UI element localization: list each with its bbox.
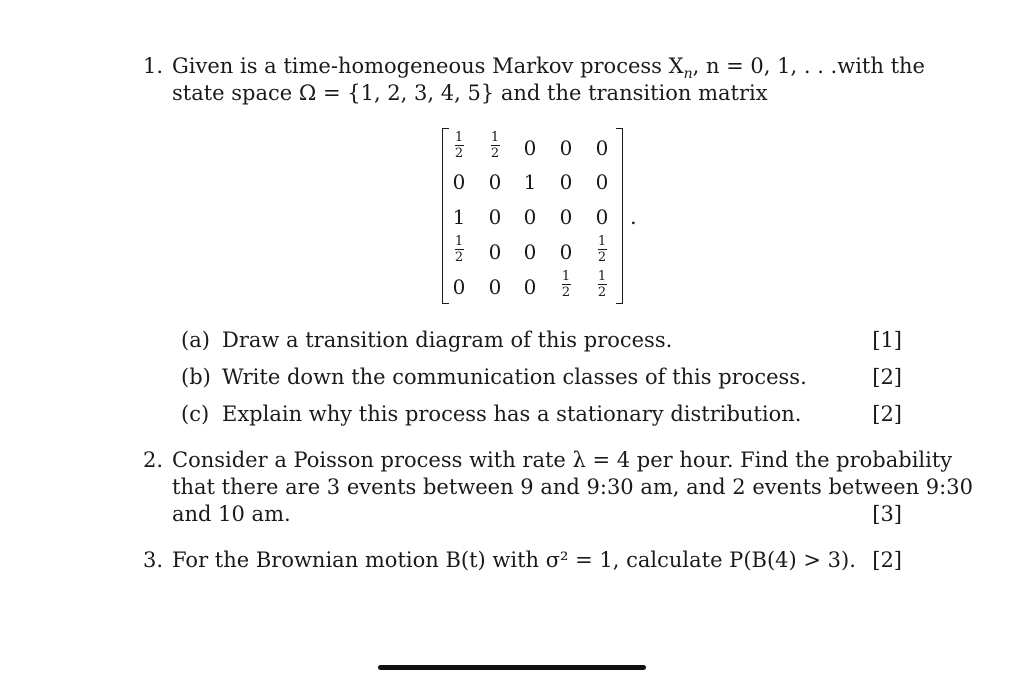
q1-line-1-text: Given is a time-homogeneous Markov process $X_n$, n = 0, 1, . . . (172, 54, 838, 83)
q1a-text: Draw a transition diagram of this process. (222, 328, 673, 352)
home-indicator-bar[interactable] (378, 665, 646, 670)
q3-marks: [2] (872, 548, 902, 572)
matrix-cell-4-4: 1 2 (597, 269, 607, 300)
matrix-cell-1-0: 0 (452, 170, 466, 194)
matrix-period: . (630, 205, 637, 229)
matrix-cell-0-1: 1 2 (490, 130, 500, 161)
q3-text: For the Brownian motion B(t) with σ² = 1, calculate P(B(4) > 3). (172, 548, 856, 572)
matrix-cell-3-2: 0 (523, 240, 537, 264)
q3-number: 3. (143, 548, 164, 572)
q1c-marks: [2] (872, 402, 902, 426)
matrix-cell-1-2: 1 (523, 170, 537, 194)
q1-line-2: state space Ω = {1, 2, 3, 4, 5} and the transition matrix (172, 81, 768, 105)
matrix-cell-3-0: 1 2 (454, 234, 464, 265)
matrix-cell-4-0: 0 (452, 275, 466, 299)
matrix-cell-1-3: 0 (559, 170, 573, 194)
q2-line-2: that there are 3 events between 9 and 9:30 am, and 2 events between 9:30 (172, 475, 973, 499)
q1c-label: (c) (181, 402, 210, 426)
matrix-cell-4-3: 1 2 (561, 269, 571, 300)
q1-number: 1. (143, 54, 164, 78)
matrix-cell-2-4: 0 (595, 205, 609, 229)
q1a-label: (a) (181, 328, 210, 352)
matrix-cell-2-1: 0 (488, 205, 502, 229)
matrix-cell-0-3: 0 (559, 136, 573, 160)
matrix-cell-3-1: 0 (488, 240, 502, 264)
matrix-cell-3-4: 1 2 (597, 234, 607, 265)
q2-line-3: and 10 am. (172, 502, 291, 526)
q1b-label: (b) (181, 365, 211, 389)
matrix-cell-3-3: 0 (559, 240, 573, 264)
matrix-cell-1-1: 0 (488, 170, 502, 194)
q2-line-1: Consider a Poisson process with rate λ = 4 per hour. Find the probability (172, 448, 953, 472)
matrix-cell-2-3: 0 (559, 205, 573, 229)
q1b-text: Write down the communication classes of this process. (222, 365, 807, 389)
matrix-cell-0-0: 1 2 (454, 130, 464, 161)
q2-number: 2. (143, 448, 164, 472)
q1a-marks: [1] (872, 328, 902, 352)
matrix-cell-4-2: 0 (523, 275, 537, 299)
matrix-cell-1-4: 0 (595, 170, 609, 194)
matrix-cell-4-1: 0 (488, 275, 502, 299)
matrix-cell-0-4: 0 (595, 136, 609, 160)
matrix-cell-2-2: 0 (523, 205, 537, 229)
matrix-cell-0-2: 0 (523, 136, 537, 160)
transition-matrix (442, 128, 632, 306)
q1b-marks: [2] (872, 365, 902, 389)
q1-line-1-end: with the (837, 54, 925, 78)
q1c-text: Explain why this process has a stationary distribution. (222, 402, 802, 426)
matrix-cell-2-0: 1 (452, 205, 466, 229)
q2-marks: [3] (872, 502, 902, 526)
